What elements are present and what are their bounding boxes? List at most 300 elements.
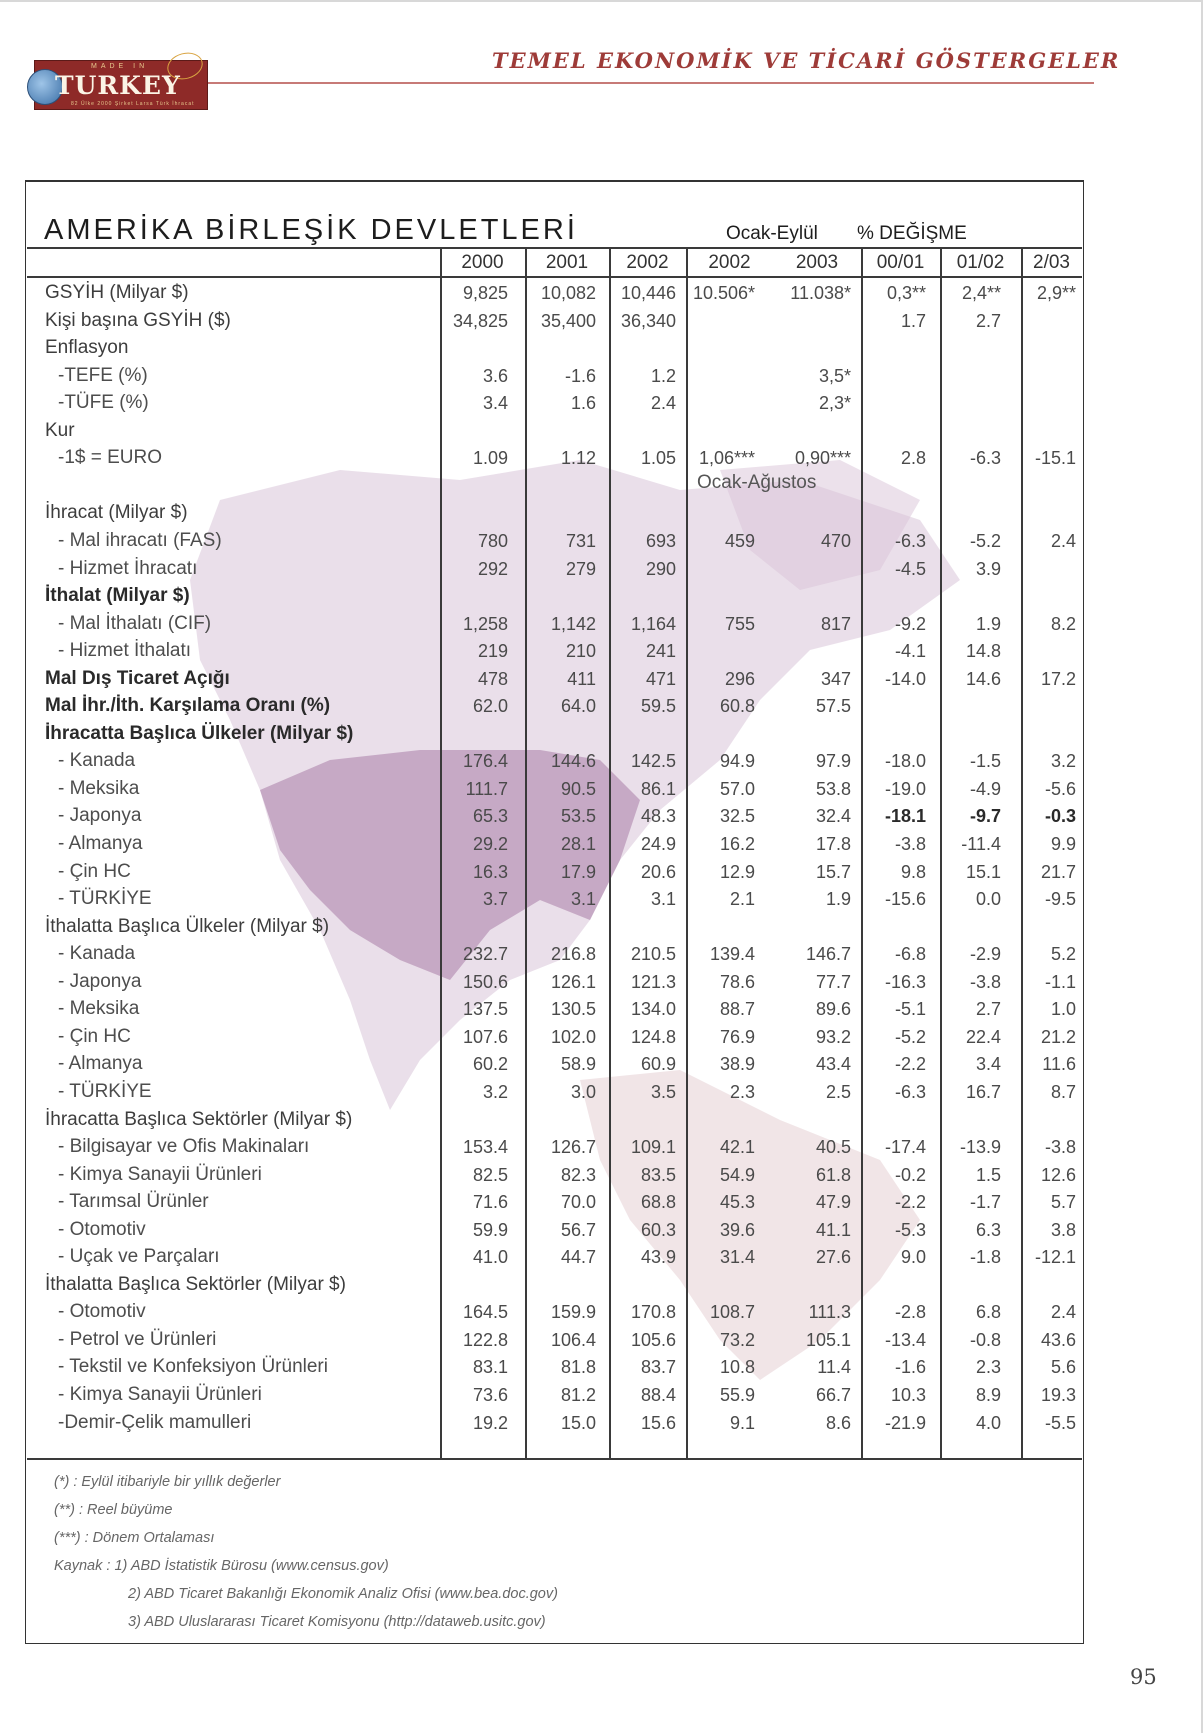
table-cell: 81.2: [560, 1385, 596, 1405]
table-cell: 1.6: [570, 393, 596, 414]
header-top-rule: [607, 247, 1082, 249]
table-cell: 411: [567, 668, 596, 689]
table-cell: 68.8: [640, 1192, 676, 1213]
table-cell: -5.5: [1044, 1412, 1076, 1433]
table-row: [0, 528, 1203, 554]
table-row: [0, 1079, 1203, 1105]
table-cell: 106.4: [550, 1329, 596, 1350]
footnote-source-3: 3) ABD Uluslararası Ticaret Komisyonu (http://dataweb.usitc.gov): [128, 1614, 546, 1630]
table-cell: -1.7: [969, 1192, 1001, 1213]
row-label: - Japonya: [58, 970, 142, 992]
table-row: [0, 859, 1203, 885]
row-label: İthalat (Milyar $): [45, 585, 190, 607]
table-cell: 59.5: [640, 696, 676, 717]
row-label: - Otomotiv: [58, 1218, 146, 1240]
table-cell: 170.8: [630, 1302, 676, 1323]
col-header-2002: 2002: [626, 252, 669, 273]
table-cell: 159.9: [550, 1302, 596, 1323]
table-cell: 15.1: [965, 861, 1001, 882]
row-label: -Demir-Çelik mamulleri: [58, 1411, 252, 1433]
table-cell: 77.7: [815, 971, 851, 992]
table-cell: -4.1: [894, 641, 926, 662]
table-row: [0, 748, 1203, 774]
table-row: [0, 308, 1203, 334]
made-in-turkey-logo: [34, 60, 208, 110]
table-cell: 755: [724, 613, 755, 634]
table-cell: 102.0: [550, 1026, 596, 1047]
table-cell: 93.2: [815, 1026, 851, 1047]
table-cell: 29.2: [472, 834, 508, 854]
table-cell: -5.2: [894, 1026, 926, 1047]
table-cell: -5.6: [1044, 778, 1076, 799]
table-cell: 88.7: [719, 999, 755, 1020]
title-rule: [27, 247, 607, 249]
table-cell: 1,142: [550, 613, 596, 634]
table-cell: 2.4: [1050, 530, 1076, 551]
table-cell: 73.2: [719, 1329, 755, 1350]
table-row: [0, 886, 1203, 912]
table-row: [0, 638, 1203, 664]
row-label: -TEFE (%): [58, 364, 148, 386]
table-cell: 5.2: [1050, 944, 1076, 965]
table-cell: 8.2: [1050, 613, 1076, 634]
table-cell: 6.3: [975, 1219, 1001, 1240]
table-cell: 9.1: [729, 1412, 755, 1433]
table-cell: 1.12: [560, 448, 596, 469]
table-cell: 232.7: [462, 944, 508, 965]
table-cell: 241: [645, 641, 676, 662]
table-cell: 17.2: [1040, 668, 1076, 689]
table-cell: -5.2: [969, 530, 1001, 551]
table-cell: -3.8: [1044, 1137, 1076, 1158]
table-cell: 1,06***: [698, 448, 755, 469]
table-cell: -18.0: [884, 751, 926, 772]
table-cell: 47.9: [815, 1192, 851, 1213]
table-cell: 28.1: [560, 834, 596, 854]
country-title: AMERİKA BİRLEŞİK DEVLETLERİ: [44, 214, 578, 246]
table-cell: 219: [477, 641, 508, 662]
row-label: - Meksika: [58, 777, 140, 799]
table-cell: 0,3**: [886, 283, 926, 303]
table-cell: 11.038*: [790, 283, 851, 303]
table-row: [0, 1244, 1203, 1270]
table-cell: 176.4: [462, 751, 508, 772]
row-label: İthalatta Başlıca Sektörler (Milyar $): [45, 1273, 346, 1295]
table-cell: 16.2: [719, 834, 755, 854]
table-row: [0, 1134, 1203, 1160]
table-cell: 3.9: [975, 558, 1001, 579]
footnote-2: (**) : Reel büyüme: [54, 1502, 173, 1518]
table-cell: 60.9: [640, 1054, 676, 1075]
table-cell: 150.6: [462, 971, 508, 992]
table-cell: 146.7: [805, 944, 851, 965]
table-cell: 2.1: [729, 889, 755, 910]
table-row: [0, 1107, 1203, 1133]
footnote-source-1: Kaynak : 1) ABD İstatistik Bürosu (www.census.gov): [54, 1558, 389, 1574]
footnote-3: (***) : Dönem Ortalaması: [54, 1530, 215, 1546]
row-label: GSYİH (Milyar $): [45, 282, 189, 303]
table-cell: 2.4: [650, 393, 676, 414]
table-cell: 8.7: [1050, 1081, 1076, 1102]
table-cell: 60.3: [640, 1219, 676, 1240]
table-cell: 58.9: [560, 1054, 596, 1075]
table-row: [0, 556, 1203, 582]
col-header-2002-ytd: 2002: [708, 252, 751, 273]
table-cell: 76.9: [719, 1026, 755, 1047]
table-cell: 36,340: [620, 310, 676, 331]
table-cell: 8.9: [975, 1385, 1001, 1405]
table-row: [0, 693, 1203, 719]
table-cell: -1.6: [564, 365, 596, 386]
table-row: [0, 1272, 1203, 1298]
table-cell: 40.5: [815, 1137, 851, 1158]
table-cell: 62.0: [472, 696, 508, 717]
table-cell: 54.9: [719, 1164, 755, 1185]
table-cell: 0.0: [975, 889, 1001, 910]
table-cell: 59.9: [472, 1219, 508, 1240]
table-cell: 15.7: [815, 861, 851, 882]
col-header-01-02: 01/02: [956, 252, 1005, 273]
table-cell: 1.9: [975, 613, 1001, 634]
row-label: - Kimya Sanayii Ürünleri: [58, 1163, 262, 1185]
table-cell: 66.7: [815, 1385, 851, 1405]
table-cell: -21.9: [884, 1412, 926, 1433]
table-cell: 296: [724, 668, 755, 689]
table-row: [0, 776, 1203, 802]
table-cell: 290: [645, 558, 676, 579]
table-cell: -15.1: [1034, 448, 1076, 469]
table-row: [0, 1051, 1203, 1077]
table-row: [0, 390, 1203, 416]
table-cell: 10.8: [719, 1357, 755, 1378]
row-label: - Otomotiv: [58, 1301, 146, 1323]
table-cell: 2.3: [975, 1357, 1001, 1378]
table-cell: 1.9: [825, 889, 851, 910]
table-cell: 39.6: [719, 1219, 755, 1240]
table-cell: 16.3: [472, 861, 508, 882]
row-label: - Tekstil ve Konfeksiyon Ürünleri: [58, 1356, 328, 1378]
table-cell: -14.0: [884, 668, 926, 689]
table-row: [0, 583, 1203, 609]
table-cell: 44.7: [560, 1247, 596, 1268]
table-cell: 693: [645, 530, 676, 551]
row-label: İhracatta Başlıca Sektörler (Milyar $): [45, 1108, 353, 1130]
table-cell: 3,5*: [818, 365, 851, 386]
col-header-2000: 2000: [461, 252, 504, 273]
table-cell: 459: [724, 530, 755, 551]
table-cell: 83.5: [640, 1164, 676, 1185]
table-row: [0, 1299, 1203, 1325]
change-header: % DEĞİŞME: [857, 223, 967, 244]
table-cell: -6.3: [894, 1081, 926, 1102]
row-label: - Mal ihracatı (FAS): [58, 529, 222, 551]
table-cell: 70.0: [560, 1192, 596, 1213]
table-row: [0, 941, 1203, 967]
table-cell: 3.8: [1050, 1219, 1076, 1240]
row-label: İhracat (Milyar $): [45, 502, 188, 524]
table-cell: 43.9: [640, 1247, 676, 1268]
table-row: [0, 1410, 1203, 1436]
table-cell: 470: [820, 530, 851, 551]
table-cell: 2.5: [825, 1081, 851, 1102]
table-cell: 9.0: [900, 1247, 926, 1268]
table-cell: 10.3: [890, 1385, 926, 1405]
table-cell: 478: [477, 668, 508, 689]
table-row: [0, 831, 1203, 857]
table-row: [0, 418, 1203, 444]
table-cell: -16.3: [884, 971, 926, 992]
table-row: [0, 803, 1203, 829]
table-cell: 12.9: [719, 861, 755, 882]
table-cell: 130.5: [550, 999, 596, 1020]
table-cell: 82.3: [560, 1164, 596, 1185]
table-cell: 43.6: [1040, 1329, 1076, 1350]
logo-tagline: 82 Ülke 2000 Şirket Larsa Türk İhracat: [71, 101, 195, 107]
table-cell: 3.7: [482, 889, 508, 910]
table-cell: 32.4: [815, 806, 851, 827]
table-cell: 38.9: [719, 1054, 755, 1075]
header-rule: [208, 82, 1094, 84]
table-cell: 279: [565, 558, 596, 579]
table-row: [0, 363, 1203, 389]
table-cell: 1.0: [1050, 999, 1076, 1020]
col-header-00-01: 00/01: [876, 252, 925, 273]
table-cell: 0,90***: [794, 448, 851, 469]
table-cell: 53.5: [560, 806, 596, 827]
table-cell: 8.6: [825, 1412, 851, 1433]
table-cell: -12.1: [1034, 1247, 1076, 1268]
table-cell: 137.5: [462, 999, 508, 1020]
table-cell: 347: [820, 668, 851, 689]
table-cell: 6.8: [975, 1302, 1001, 1323]
table-cell: 82.5: [472, 1164, 508, 1185]
table-cell: 5.7: [1050, 1192, 1076, 1213]
table-cell: 1.05: [640, 448, 676, 469]
table-cell: -18.1: [884, 806, 926, 827]
table-cell: 139.4: [709, 944, 755, 965]
table-cell: -3.8: [969, 971, 1001, 992]
table-cell: 22.4: [965, 1026, 1001, 1047]
table-cell: -5.1: [894, 999, 926, 1020]
table-cell: -1.8: [969, 1247, 1001, 1268]
footnote-source-2: 2) ABD Ticaret Bakanlığı Ekonomik Analiz Ofisi (www.bea.doc.gov): [128, 1586, 558, 1602]
table-cell: -19.0: [884, 778, 926, 799]
table-cell: 73.6: [472, 1385, 508, 1405]
table-cell: 41.0: [472, 1247, 508, 1268]
table-cell: 3.1: [650, 889, 676, 910]
table-cell: 11.6: [1042, 1054, 1076, 1075]
table-cell: -6.3: [894, 530, 926, 551]
table-cell: 53.8: [815, 778, 851, 799]
row-label: - Kimya Sanayii Ürünleri: [58, 1384, 262, 1405]
table-cell: -9.7: [969, 806, 1001, 827]
table-row: [0, 611, 1203, 637]
table-cell: 56.7: [560, 1219, 596, 1240]
table-cell: 9.8: [900, 861, 926, 882]
table-cell: 14.6: [965, 668, 1001, 689]
table-cell: 31.4: [719, 1247, 755, 1268]
table-cell: 121.3: [630, 971, 676, 992]
row-label: - Petrol ve Ürünleri: [58, 1328, 217, 1350]
table-cell: 64.0: [560, 696, 596, 717]
row-label: -1$ = EURO: [58, 447, 163, 469]
table-row: [0, 996, 1203, 1022]
table-row: [0, 335, 1203, 361]
row-label: Mal İhr./İth. Karşılama Oranı (%): [45, 695, 331, 717]
table-row: [0, 1162, 1203, 1188]
table-cell: 471: [645, 668, 676, 689]
table-row: [0, 1024, 1203, 1050]
table-row: [0, 666, 1203, 692]
table-cell: 1.7: [900, 310, 926, 331]
row-label: Enflasyon: [45, 337, 129, 359]
table-cell: 216.8: [550, 944, 596, 965]
table-cell: 3.0: [570, 1081, 596, 1102]
table-cell: 144.6: [550, 751, 596, 772]
table-cell: 105.1: [805, 1329, 851, 1350]
row-label: - Meksika: [58, 998, 140, 1020]
table-cell: 1.5: [975, 1164, 1001, 1185]
table-cell: -1.1: [1044, 971, 1076, 992]
table-cell: 19.2: [472, 1412, 508, 1433]
table-row: [0, 1217, 1203, 1243]
table-cell: 21.7: [1040, 861, 1076, 882]
table-cell: 81.8: [560, 1357, 596, 1378]
row-label: Mal Dış Ticaret Açığı: [45, 667, 230, 689]
page-header-title: TEMEL EKONOMİK VE TİCARİ GÖSTERGELER: [492, 48, 1121, 73]
row-label: - Japonya: [58, 805, 142, 827]
col-header-2001: 2001: [545, 252, 589, 273]
table-cell: -11.4: [961, 834, 1001, 854]
row-label: - Mal İthalatı (CIF): [58, 612, 212, 634]
table-cell: 42.1: [719, 1137, 755, 1158]
table-cell: 57.0: [719, 778, 755, 799]
table-cell: 90.5: [560, 778, 596, 799]
table-cell: -0.2: [894, 1164, 926, 1185]
row-label: - TÜRKİYE: [58, 1080, 152, 1102]
table-cell: -0.8: [969, 1329, 1001, 1350]
logo-word: TURKEY: [55, 71, 181, 100]
table-cell: 78.6: [719, 971, 755, 992]
table-cell: -0.3: [1044, 806, 1076, 827]
row-label: - Almanya: [58, 833, 143, 854]
table-cell: 5.6: [1050, 1357, 1076, 1378]
table-row: [0, 280, 1203, 306]
table-cell: -13.9: [959, 1137, 1001, 1158]
table-row: [0, 445, 1203, 471]
row-label: - Tarımsal Ürünler: [58, 1191, 209, 1213]
table-row: [0, 914, 1203, 940]
table-row: [0, 1382, 1203, 1408]
table-cell: 94.9: [719, 751, 755, 772]
table-cell: 111.3: [808, 1302, 851, 1323]
table-cell: 124.8: [630, 1026, 676, 1047]
table-cell: 48.3: [640, 806, 676, 827]
table-cell: -4.9: [969, 778, 1001, 799]
row-label: - Çin HC: [58, 860, 131, 882]
table-cell: 2,3*: [818, 393, 851, 414]
table-cell: 60.8: [719, 696, 755, 717]
logo-made-in: MADE IN: [91, 63, 149, 70]
table-cell: 126.7: [550, 1137, 596, 1158]
table-cell: 2.4: [1050, 1302, 1076, 1323]
table-row: [0, 969, 1203, 995]
table-cell: -4.5: [894, 558, 926, 579]
table-cell: 4.0: [975, 1412, 1001, 1433]
row-label: İhracatta Başlıca Ülkeler (Milyar $): [45, 722, 354, 744]
table-cell: 9.9: [1050, 834, 1076, 854]
table-cell: 16.7: [965, 1081, 1001, 1102]
row-label: - Almanya: [58, 1053, 143, 1075]
table-cell: 142.5: [630, 751, 676, 772]
table-cell: 34,825: [452, 310, 508, 331]
table-cell: 97.9: [815, 751, 851, 772]
table-cell: 32.5: [719, 806, 755, 827]
table-cell: 108.7: [709, 1302, 755, 1323]
table-cell: 3.4: [482, 393, 508, 414]
table-cell: 10.506*: [692, 283, 755, 303]
table-cell: -15.6: [884, 889, 926, 910]
table-cell: 86.1: [640, 778, 676, 799]
table-row: [0, 1189, 1203, 1215]
table-cell: 1.2: [650, 365, 676, 386]
table-cell: 83.1: [472, 1357, 508, 1378]
table-cell: 60.2: [472, 1054, 508, 1075]
table-cell: 20.6: [640, 861, 676, 882]
table-cell: -2.8: [894, 1302, 926, 1323]
table-row: [0, 473, 1203, 499]
table-cell: 45.3: [719, 1192, 755, 1213]
table-cell: 61.8: [815, 1164, 851, 1185]
table-cell: 21.2: [1040, 1026, 1076, 1047]
table-cell: 15.6: [640, 1412, 676, 1433]
table-cell: 57.5: [815, 696, 851, 717]
table-cell: 1,164: [630, 613, 676, 634]
table-cell: 731: [565, 530, 596, 551]
table-cell: 1,258: [462, 613, 508, 634]
row-label: Kişi başına GSYİH ($): [45, 309, 231, 331]
table-cell: 292: [477, 558, 508, 579]
table-cell: 122.8: [462, 1329, 508, 1350]
table-cell: 2,4**: [961, 283, 1001, 303]
table-cell: -1.5: [969, 751, 1001, 772]
table-cell: 164.5: [462, 1302, 508, 1323]
row-label: - Çin HC: [58, 1025, 131, 1047]
table-cell: 27.6: [815, 1247, 851, 1268]
table-cell: -6.3: [969, 448, 1001, 469]
table-cell: 3.6: [482, 365, 508, 386]
table-cell: 105.6: [630, 1329, 676, 1350]
table-cell: -2.2: [894, 1192, 926, 1213]
table-cell: -17.4: [884, 1137, 926, 1158]
table-cell: 88.4: [640, 1385, 676, 1405]
table-cell: 3.4: [975, 1054, 1001, 1075]
table-cell: 2.8: [900, 448, 926, 469]
table-row: [0, 721, 1203, 747]
table-cell: 780: [477, 530, 508, 551]
table-cell: 210.5: [630, 944, 676, 965]
table-cell: -3.8: [894, 834, 926, 854]
table-cell: 12.6: [1040, 1164, 1076, 1185]
row-label: - Hizmet İhracatı: [58, 557, 198, 579]
table-cell: 17.8: [815, 834, 851, 854]
table-cell: 10,082: [540, 283, 596, 303]
table-cell: 3.5: [650, 1081, 676, 1102]
table-cell: -13.4: [884, 1329, 926, 1350]
table-cell: 3.2: [1050, 751, 1076, 772]
row-label: - Hizmet İthalatı: [58, 640, 192, 662]
table-cell: 153.4: [462, 1137, 508, 1158]
